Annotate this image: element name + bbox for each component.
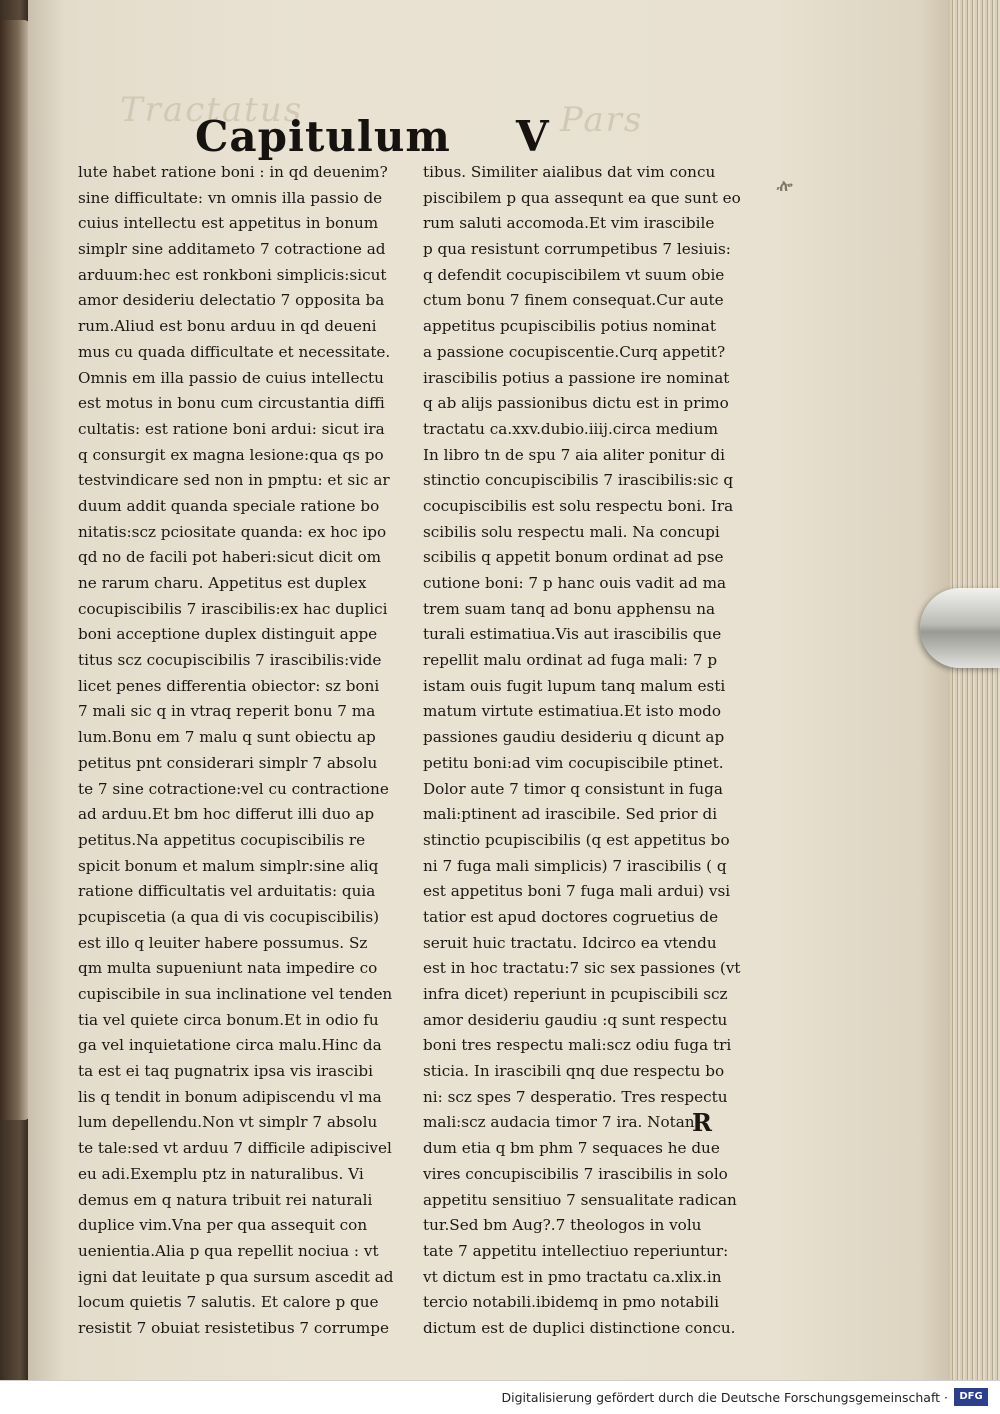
bleed-through-text-right: Pars: [560, 100, 644, 140]
text-line: sticia. In irascibili qnq due respectu bo: [423, 1062, 725, 1081]
text-line: rum saluti accomoda.Et vim irascibile: [423, 214, 715, 233]
text-line: passiones gaudiu desideriu q dicunt ap: [423, 728, 725, 747]
text-line: infra dicet) reperiunt in pcupiscibili scz: [423, 985, 728, 1003]
text-line: Omnis em illa passio de cuius intellectu: [78, 368, 384, 387]
text-line: nitatis:scz pciositate quanda: ex hoc ipo: [78, 522, 387, 541]
text-line: tercio notabili.ibidemq in pmo notabili: [423, 1293, 719, 1312]
text-line: ratione difficultatis vel arduitatis: quia: [78, 882, 376, 901]
text-line: p qua resistunt corrumpetibus 7 lesiuis:: [423, 240, 731, 259]
text-line: est illo q leuiter habere possumus. Sz: [78, 933, 368, 952]
text-line: mus cu quada difficultate et necessitate.: [78, 342, 391, 361]
text-line: tia vel quiete circa bonum.Et in odio fu: [78, 1010, 379, 1029]
text-line: q consurgit ex magna lesione:qua qs po: [78, 445, 384, 464]
text-line: ad arduu.Et bm hoc differut illi duo ap: [78, 805, 375, 824]
text-line: boni acceptione duplex distinguit appe: [78, 625, 378, 644]
text-line: tate 7 appetitu intellectiuo reperiuntur:: [423, 1241, 729, 1260]
text-line: vt dictum est in pmo tractatu ca.xlix.in: [423, 1267, 722, 1286]
text-line: vires concupiscibilis 7 irascibilis in solo: [423, 1164, 728, 1183]
text-line: ctum bonu 7 finem consequat.Cur aute: [423, 291, 724, 310]
right-text-column: [423, 160, 753, 1342]
text-line: cupiscibile in sua inclinatione vel tenden: [78, 985, 393, 1003]
text-line: turali estimatiua.Vis aut irascibilis que: [423, 625, 722, 644]
text-line: repellit malu ordinat ad fuga mali: 7 p: [423, 651, 718, 670]
text-line: simplr sine additameto 7 cotractione ad: [78, 240, 386, 259]
text-line: cutione boni: 7 p hanc ouis vadit ad ma: [423, 574, 727, 592]
text-line: petitu boni:ad vim cocupiscibile ptinet.: [423, 753, 724, 772]
text-line: appetitu sensitiuo 7 sensualitate radican: [423, 1190, 737, 1209]
text-line: uenientia.Alia p qua repellit nociua : vt: [78, 1241, 379, 1260]
text-line: ne rarum charu. Appetitus est duplex: [78, 574, 367, 592]
text-line: cocupiscibilis est solu respectu boni. Ira: [423, 496, 734, 515]
text-line: appetitus pcupiscibilis potius nominat: [423, 317, 716, 336]
text-line: tur.Sed bm Aug?.7 theologos in volu: [423, 1216, 702, 1235]
margin-mark: ⶀ: [776, 176, 793, 195]
text-line: ga vel inquietatione circa malu.Hinc da: [78, 1036, 382, 1055]
text-line: eu adi.Exemplu ptz in naturalibus. Vi: [78, 1164, 364, 1183]
text-line: seruit huic tractatu. Idcirco ea vtendu: [423, 933, 717, 952]
text-line: ni: scz spes 7 desperatio. Tres respectu: [423, 1087, 728, 1106]
text-line: est in hoc tractatu:7 sic sex passiones (vt: [423, 959, 741, 978]
text-line: cultatis: est ratione boni ardui: sicut ira: [78, 419, 385, 438]
text-line: scibilis solu respectu mali. Na concupi: [423, 522, 720, 541]
funding-credit: Digitalisierung gefördert durch die Deutsche Forschungsgemeinschaft ·: [501, 1390, 948, 1405]
dfg-logo: DFG: [954, 1388, 988, 1406]
text-line: boni tres respectu mali:scz odiu fuga tri: [423, 1036, 732, 1055]
text-line: lute habet ratione boni : in qd deuenim?: [78, 163, 388, 181]
page-stack-edge: [950, 0, 1000, 1380]
text-line: scibilis q appetit bonum ordinat ad pse: [423, 548, 724, 567]
text-line: piscibilem p qua assequnt ea que sunt eo: [423, 188, 741, 207]
text-line: tractatu ca.xxv.dubio.iiij.circa medium: [423, 419, 718, 438]
text-line: ta est ei taq pugnatrix ipsa vis irascibi: [78, 1062, 373, 1081]
text-line: q defendit cocupiscibilem vt suum obie: [423, 265, 725, 284]
text-line: sine difficultate: vn omnis illa passio de: [78, 188, 383, 207]
text-line: lum depellendu.Non vt simplr 7 absolu: [78, 1113, 378, 1132]
text-line: petitus.Na appetitus cocupiscibilis re: [78, 830, 366, 849]
text-line: testvindicare sed non in pmptu: et sic ar: [78, 471, 390, 490]
text-line: tibus. Similiter aialibus dat vim concu: [423, 163, 716, 181]
text-line: petitus pnt considerari simplr 7 absolu: [78, 753, 378, 772]
text-line: cuius intellectu est appetitus in bonum: [78, 214, 379, 233]
text-line: dum etia q bm phm 7 sequaces he due: [423, 1139, 720, 1158]
text-line: trem suam tanq ad bonu apphensu na: [423, 599, 716, 618]
heading-chapter-number: V: [516, 112, 550, 161]
text-line: est motus in bonu cum circustantia diffi: [78, 394, 385, 413]
text-line: mali:ptinent ad irascibile. Sed prior di: [423, 805, 718, 824]
text-line: In libro tn de spu 7 aia aliter ponitur di: [423, 445, 725, 464]
text-line: stinctio concupiscibilis 7 irascibilis:sic q: [423, 471, 734, 490]
text-line: 7 mali sic q in vtraq reperit bonu 7 ma: [78, 702, 376, 721]
text-line: duum addit quanda speciale ratione bo: [78, 496, 380, 515]
text-line: titus scz cocupiscibilis 7 irascibilis:vide: [78, 651, 382, 670]
heading-capitulum: Capitulum: [195, 112, 451, 161]
text-line: duplice vim.Vna per qua assequit con: [78, 1216, 368, 1235]
text-line: lum.Bonu em 7 malu q sunt obiectu ap: [78, 728, 376, 747]
text-line: est appetitus boni 7 fuga mali ardui) vsi: [423, 882, 731, 901]
text-line: resistit 7 obuiat resistetibus 7 corrumpe: [78, 1318, 389, 1337]
book-clip: [920, 588, 1000, 668]
text-line: amor desideriu delectatio 7 opposita ba: [78, 291, 385, 310]
text-line: spicit bonum et malum simplr:sine aliq: [78, 856, 379, 875]
text-line: igni dat leuitate p qua sursum ascedit ad: [78, 1267, 394, 1286]
text-line: lis q tendit in bonum adipiscendu vl ma: [78, 1087, 382, 1106]
text-line: qm multa supueniunt nata impedire co: [78, 959, 378, 978]
bleed-through-text-left: Tractatus: [120, 90, 304, 130]
text-line: arduum:hec est ronkboni simplicis:sicut: [78, 265, 387, 284]
text-line: amor desideriu gaudiu :q sunt respectu: [423, 1010, 728, 1029]
left-text-column: [78, 160, 408, 1342]
text-line: mali:scz audacia timor 7 ira. Notan: [423, 1113, 695, 1132]
text-line: qd no de facili pot haberi:sicut dicit om: [78, 548, 382, 567]
text-line: a passione cocupiscentie.Curq appetit?: [423, 342, 726, 361]
text-line: pcupiscetia (a qua di vis cocupiscibilis): [78, 907, 380, 926]
text-line: locum quietis 7 salutis. Et calore p que: [78, 1293, 379, 1312]
text-line: te tale:sed vt arduu 7 difficile adipiscivel: [78, 1139, 392, 1158]
text-line: matum virtute estimatiua.Et isto modo: [423, 702, 722, 721]
text-line: rum.Aliud est bonu arduu in qd deueni: [78, 317, 377, 336]
text-line: irascibilis potius a passione ire nominat: [423, 368, 730, 387]
text-line: cocupiscibilis 7 irascibilis:ex hac duplici: [78, 599, 388, 618]
footer-bar: [0, 1380, 1000, 1414]
text-line: licet penes differentia obiector: sz boni: [78, 676, 380, 695]
text-line: dictum est de duplici distinctione concu.: [423, 1318, 736, 1337]
text-line: Dolor aute 7 timor q consistunt in fuga: [423, 779, 723, 798]
text-line: demus em q natura tribuit rei naturali: [78, 1190, 373, 1209]
signature-mark: R: [692, 1108, 712, 1137]
text-line: q ab alijs passionibus dictu est in primo: [423, 394, 729, 413]
text-line: tatior est apud doctores cogruetius de: [423, 907, 719, 926]
previous-page-edge: [0, 20, 30, 1120]
text-line: stinctio pcupiscibilis (q est appetitus bo: [423, 830, 730, 849]
text-line: ni 7 fuga mali simplicis) 7 irascibilis ( q: [423, 856, 727, 875]
text-line: te 7 sine cotractione:vel cu contractione: [78, 779, 389, 798]
text-line: istam ouis fugit lupum tanq malum esti: [423, 676, 726, 695]
